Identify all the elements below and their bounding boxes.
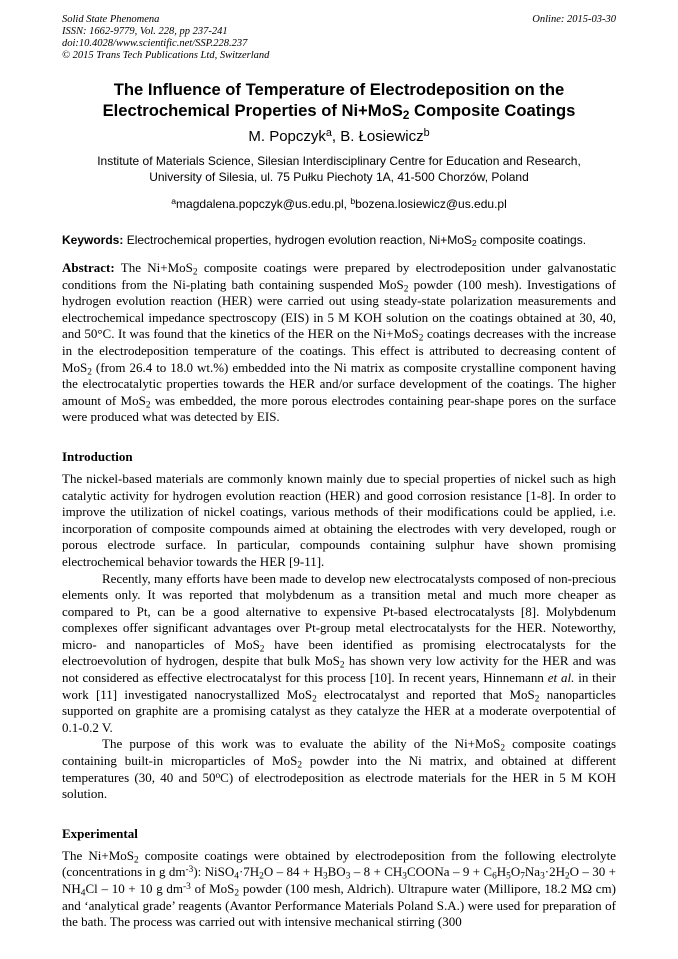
abstract [62, 260, 616, 426]
exp-text: COONa – 9 + C [406, 864, 493, 880]
exp-text: O – 84 + H [263, 864, 323, 880]
abstract-text: The Ni+MoS [114, 260, 193, 275]
superscript: -3 [185, 865, 194, 876]
subscript: 4 [80, 888, 86, 899]
intro-text: The purpose of this work was to evaluate the ability of the Ni+MoS [102, 736, 501, 752]
title-text: Composite Coatings [409, 101, 576, 120]
author-1: M. Popczyk [248, 128, 326, 145]
journal-header [62, 14, 616, 62]
subscript: 2 [145, 400, 151, 411]
subscript: 7 [520, 871, 525, 882]
subscript: 3 [322, 871, 328, 882]
journal-issn: ISSN: 1662-9779, Vol. 228, pp 237-241 [62, 26, 228, 37]
exp-text: ·2H [544, 864, 565, 880]
subscript: 6 [492, 871, 497, 882]
subscript: 2 [564, 871, 570, 882]
title-text: Electrochemical Properties of Ni+MoS [102, 101, 403, 120]
affiliation [62, 153, 616, 185]
subscript: 2 [234, 888, 240, 899]
subscript: 3 [345, 871, 351, 882]
subscript: 2 [403, 283, 409, 294]
intro-text: in their work [11] investigated nanocrystallized MoS [62, 670, 616, 702]
introduction-heading: Introduction [62, 448, 133, 464]
subscript: 2 [339, 660, 345, 671]
author-emails [62, 196, 616, 212]
exp-text: – 8 + CH [350, 864, 403, 880]
subscript: 4 [234, 871, 239, 882]
author-separator: , [331, 128, 341, 145]
exp-text: The Ni+MoS [62, 847, 134, 863]
intro-text: composite coatings containing built-in microparticles of MoS [62, 736, 616, 769]
keywords-text: composite coatings. [476, 233, 587, 247]
subscript: 2 [259, 871, 264, 882]
exp-text: powder (100 mesh, Aldrich). Ultrapure water (Millipore, 18.2 MΩ cm) and ‘analytical grade’ reagents (Avantor Performance Materials Poland S.A.) were used for preparation of the bath. The process was carried out with intensive mechanical stirring (300 [62, 881, 616, 930]
online-date: Online: 2015-03-30 [532, 14, 616, 25]
intro-text: have been identified as promising electrocatalysts for the electroevolution of hydrogen, despite that bulk MoS [62, 636, 616, 669]
email-2-mark: b [350, 196, 356, 207]
subscript: 3 [540, 871, 545, 882]
exp-text: of MoS [190, 881, 235, 896]
intro-paragraph-1: The nickel-based materials are commonly known mainly due to special properties of nickel such as high catalytic activity for hydrogen evolution reaction (HER) and good corrosion resistance [1-8]. In order to improve the utilization of nickel coatings, various methods of their modifications could be applied, i.e. incorporation of composite compounds aimed at obtaining the electrodes with very developed, rough or porous electrode surface. In particular, compounds containing sulphur have shown promising electrochemical behavior towards the HER [9-11]. [62, 470, 616, 569]
keywords-label: Keywords: [62, 233, 124, 247]
affiliation-line-1: Institute of Materials Science, Silesian Interdisciplinary Centre for Education and Research, [97, 154, 581, 168]
superscript: o [215, 770, 221, 781]
exp-text: ·7H [238, 864, 260, 880]
exp-text: H [496, 864, 507, 880]
exp-text: composite coatings were obtained by electrodeposition from the following electrolyte (concentrations in g dm [62, 847, 616, 880]
intro-text: nanoparticles supported on graphite are a promising catalyst as they catalyze the HER at a moderate overpotential of 0.1-0.2 V. [62, 686, 616, 735]
journal-doi: doi:10.4028/www.scientific.net/SSP.228.237 [62, 38, 248, 49]
intro-text: has shown very low activity for the HER and was not considered as effective electrocatalyst for this process [10]. In recent years, Hinnemann [62, 653, 616, 686]
intro-text: powder into the Ni matrix, and obtained at different temperatures (30, 40 and 50 [62, 753, 616, 785]
paper-title [62, 79, 616, 121]
keywords-text: Electrochemical properties, hydrogen evolution reaction, Ni+MoS [123, 233, 472, 247]
intro-text: Recently, many efforts have been made to develop new electrocatalysts composed of non-precious elements only. It was reported that molybdenum as a transition metal and much more cheaper as compared to Pt, can be a good alternative to expensive Pt-based electrocatalysts [8]. Molybdenum complexes offer significant advantages over Pt-group metal electrocatalysts for the HER. Noteworthy, micro- and nanoparticles of MoS [62, 570, 616, 652]
subscript: 2 [500, 743, 505, 754]
journal-name: Solid State Phenomena [62, 14, 160, 25]
intro-text: electrocatalyst and reported that MoS [316, 686, 535, 702]
author-2: B. Łosiewicz [340, 128, 424, 145]
subscript: 2 [534, 693, 540, 704]
abstract-text: coatings decreases with the increase in the electrodeposition temperature of the coatings. This effect is attributed to decreasing content of MoS [62, 326, 616, 375]
subscript: 2 [87, 366, 92, 377]
journal-copyright: © 2015 Trans Tech Publications Ltd, Switzerland [62, 50, 270, 61]
intro-paragraph-3 [62, 736, 616, 802]
exp-text: Na [524, 864, 541, 880]
keywords-subscript: 2 [471, 238, 477, 249]
author-2-mark: b [423, 127, 430, 140]
abstract-text: was embedded, the more porous electrodes containing pear-shape pores on the surface were produced what was detected by EIS. [62, 392, 616, 425]
superscript: -3 [183, 881, 191, 892]
intro-paragraph-2 [62, 571, 616, 737]
subscript: 2 [259, 644, 265, 655]
subscript: 2 [418, 333, 424, 344]
subscript: 2 [133, 855, 139, 866]
title-subscript: 2 [402, 107, 410, 122]
email-1[interactable]: magdalena.popczyk@us.edu.pl, [176, 197, 351, 211]
author-list [62, 127, 616, 147]
email-1-mark: a [171, 196, 177, 207]
subscript: 5 [506, 871, 511, 882]
experimental-heading: Experimental [62, 825, 138, 841]
title-line-2 [62, 100, 616, 121]
et-al: et al. [547, 670, 575, 686]
abstract-text: composite coatings were prepared by electrodeposition under galvanostatic conditions from the Ni-plating bath containing suspended MoS [62, 260, 616, 292]
exp-text: O [510, 864, 521, 880]
abstract-text: powder (100 mesh). Investigations of hydrogen evolution reaction (HER) were carried out using steady-state polarization measurements and electrochemical impedance spectroscopy (EIS) in 5 M KOH solution on the coatings obtained at 30, 40, and 50°C. It was found that the kinetics of the HER on the Ni+MoS [62, 276, 616, 342]
exp-text: ): NiSO [193, 864, 235, 880]
email-2[interactable]: bozena.losiewicz@us.edu.pl [355, 197, 507, 211]
intro-text: C) of electrodeposition as electrode materials for the HER in 5 M KOH solution. [62, 769, 616, 802]
subscript: 2 [192, 267, 198, 278]
abstract-label: Abstract: [62, 260, 115, 275]
subscript: 2 [312, 693, 317, 704]
exp-text: O – 30 + NH [62, 864, 617, 896]
abstract-text: (from 26.4 to 18.0 wt.%) embedded into the Ni matrix as composite crystalline component having the electrocatalytic properties towards the HER and/or surface development of the coatings. The higher amount of MoS [62, 359, 616, 408]
keywords [62, 232, 616, 248]
affiliation-line-2: University of Silesia, ul. 75 Pułku Piechoty 1A, 41-500 Chorzów, Poland [149, 170, 529, 184]
experimental-paragraph [62, 848, 616, 931]
subscript: 3 [402, 871, 407, 882]
author-1-mark: a [325, 127, 332, 140]
exp-text: BO [327, 864, 346, 880]
title-line-1: The Influence of Temperature of Electrodeposition on the [113, 80, 565, 99]
exp-text: Cl – 10 + 10 g dm [85, 881, 184, 896]
subscript: 2 [297, 760, 302, 771]
